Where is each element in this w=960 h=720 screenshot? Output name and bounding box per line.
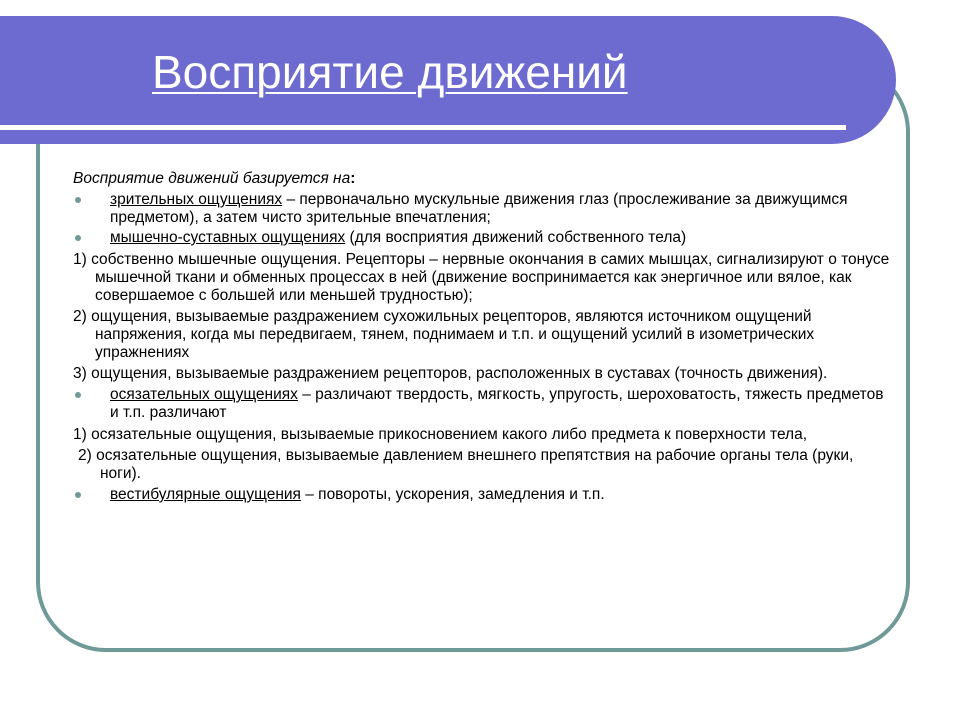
bullet-item-visual bbox=[73, 191, 893, 227]
bullet-dot-icon bbox=[75, 392, 81, 398]
bullet-text: – повороты, ускорения, замедления и т.п. bbox=[300, 486, 605, 503]
slide-content bbox=[73, 170, 893, 506]
bullet-text: (для восприятия движений собственного тела) bbox=[345, 229, 687, 246]
numbered-item: 1) осязательные ощущения, вызываемые прикосновением какого либо предмета к поверхности тела, bbox=[73, 426, 808, 443]
bullet-dot-icon bbox=[75, 235, 81, 241]
numbered-item: 3) ощущения, вызываемые раздражением рецепторов, расположенных в суставах (точность движения). bbox=[73, 365, 828, 382]
bullet-dot-icon bbox=[75, 492, 81, 498]
intro-text: Восприятие движений базируется на bbox=[73, 170, 351, 187]
bullet-item-vestibular bbox=[73, 486, 893, 504]
numbered-item: 1) собственно мышечные ощущения. Рецепторы – нервные окончания в самих мышцах, сигнализируют о тонусе мышечной ткани и обменных процессах в ней (движение воспринимается как энергичное или вялое, как совершаемое с большей или меньшей трудностью); bbox=[73, 251, 890, 304]
bullet-dot-icon bbox=[75, 197, 81, 203]
numbered-item: 2) осязательные ощущения, вызываемые давлением внешнего препятствия на рабочие органы тела (руки, ноги). bbox=[78, 447, 854, 482]
bullet-term: осязательных ощущениях bbox=[110, 386, 298, 403]
bullet-item-tactile bbox=[73, 386, 893, 422]
bullet-term: мышечно-суставных ощущениях bbox=[110, 229, 346, 246]
page-title: Восприятие движений bbox=[152, 46, 628, 98]
bullet-item-muscle-joint bbox=[73, 229, 893, 247]
title-divider bbox=[0, 125, 846, 130]
bullet-term: вестибулярные ощущения bbox=[110, 486, 301, 503]
intro-line bbox=[73, 170, 893, 188]
numbered-item: 2) ощущения, вызываемые раздражением сухожильных рецепторов, являются источником ощущений напряжения, когда мы передвигаем, тянем, поднимаем и т.п. и ощущений усилий в изометрических упражнениях bbox=[73, 308, 815, 361]
bullet-term: зрительных ощущениях bbox=[110, 191, 283, 208]
bullet-text: – первоначально мускульные движения глаз (прослеживание за движущимся предметом), а затем чисто зрительные впечатления; bbox=[110, 191, 848, 226]
intro-colon: : bbox=[350, 170, 356, 187]
bullet-text: – различают твердость, мягкость, упругость, шероховатость, тяжесть предметов и т.п. различают bbox=[110, 386, 884, 421]
